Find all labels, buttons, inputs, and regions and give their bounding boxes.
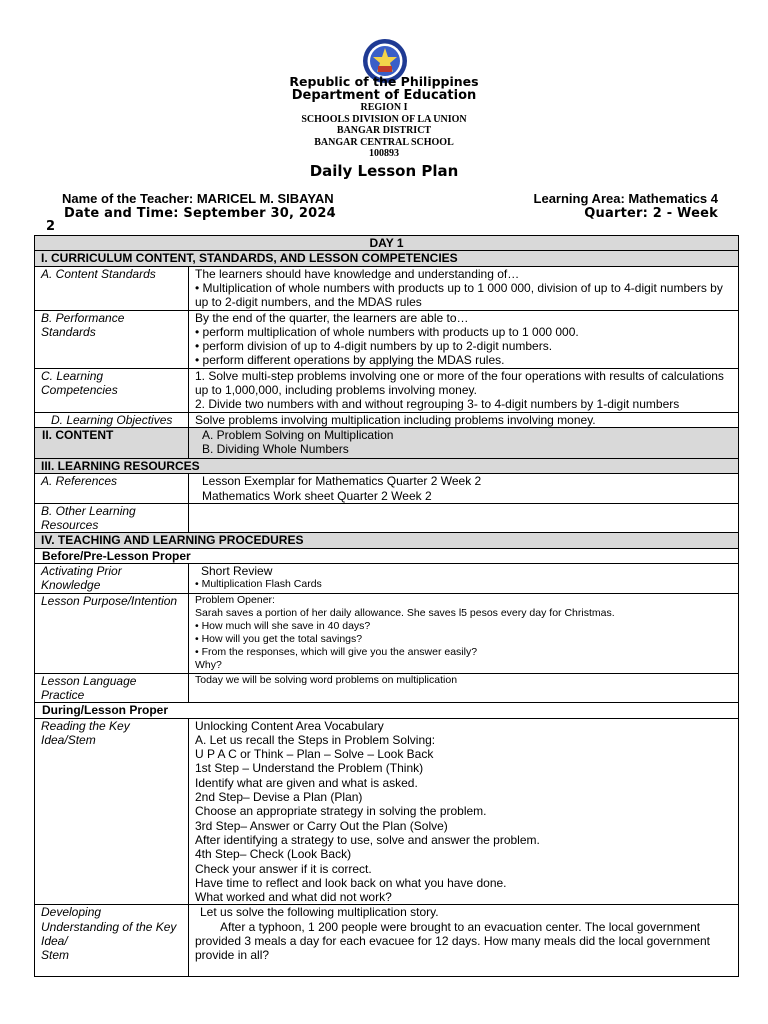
developing-label-line: Developing [41, 905, 102, 920]
content-line: B. Dividing Whole Numbers [202, 442, 349, 457]
learning-competencies-text [189, 368, 739, 412]
developing-understanding-text [189, 905, 739, 977]
table-row [35, 266, 739, 310]
developing-label-line: Understanding of the Key [41, 919, 177, 934]
purpose-line: • How will you get the total savings? [195, 632, 363, 645]
header-district: BANGAR DISTRICT [336, 125, 432, 136]
reference-line: Lesson Exemplar for Mathematics Quarter 2 Week 2 [202, 474, 482, 489]
purpose-line: • From the responses, which will give you the answer easily? [195, 645, 478, 658]
reading-line: Check your answer if it is correct. [195, 861, 372, 876]
learning-area: Learning Area: Mathematics 4 [533, 191, 718, 206]
table-row [35, 503, 739, 533]
learning-objectives-text: Solve problems involving multiplication including problems involving money. [189, 412, 739, 427]
table-row [35, 718, 739, 905]
section-row [35, 458, 739, 473]
table-row [35, 310, 739, 368]
label-references: A. References [35, 474, 189, 504]
label-performance-standards: B. Performance Standards [35, 310, 189, 368]
reading-line: U P A C or Think – Plan – Solve – Look Back [195, 747, 434, 762]
day-heading: DAY 1 [35, 236, 739, 251]
reading-line: 1st Step – Understand the Problem (Think) [195, 761, 424, 776]
page-title: Daily Lesson Plan [309, 162, 459, 180]
reading-line: Choose an appropriate strategy in solving the problem. [195, 804, 487, 819]
reading-key-idea-text [189, 718, 739, 905]
language-practice-text: Today we will be solving word problems on multiplication [189, 673, 739, 703]
table-row [35, 412, 739, 427]
prior-knowledge-text [189, 564, 739, 594]
content-text [189, 427, 739, 458]
label-reading-key-idea: Reading the Key Idea/Stem [35, 718, 189, 905]
table-row [35, 905, 739, 977]
before-lesson-proper: Before/Pre-Lesson Proper [35, 548, 739, 563]
label-learning-competencies: C. Learning Competencies [35, 368, 189, 412]
table-row [35, 593, 739, 673]
label-lesson-purpose: Lesson Purpose/Intention [35, 593, 189, 673]
lesson-purpose-text [189, 593, 739, 673]
label-language-practice: Lesson Language Practice [35, 673, 189, 703]
label-learning-objectives: D. Learning Objectives [35, 412, 189, 427]
header-school-id: 100893 [369, 148, 399, 159]
section-row [35, 251, 739, 266]
prior-knowledge-line: • Multiplication Flash Cards [195, 578, 322, 591]
subheading-row [35, 548, 739, 563]
reading-line: 4th Step– Check (Look Back) [195, 847, 352, 862]
developing-line: Let us solve the following multiplication story. [200, 905, 439, 920]
label-developing-understanding [35, 905, 189, 977]
header-school-block [0, 102, 768, 160]
developing-label-line: Idea/ [41, 933, 68, 948]
developing-label-line: Stem [41, 948, 70, 963]
performance-standards-text [189, 310, 739, 368]
reading-line: Identify what are given and what is asked. [195, 775, 418, 790]
section-row [35, 533, 739, 548]
subheading-row [35, 703, 739, 718]
reading-line: Unlocking Content Area Vocabulary [195, 718, 384, 733]
reference-line: Mathematics Work sheet Quarter 2 Week 2 [202, 488, 432, 503]
content-standards-line: The learners should have knowledge and understanding of… [195, 266, 520, 281]
performance-standards-line: • perform multiplication of whole numbers with products up to 1 000 000. [195, 324, 579, 339]
table-row [35, 673, 739, 703]
purpose-line: Problem Opener: [195, 593, 275, 606]
reading-line: A. Let us recall the Steps in Problem Solving: [195, 732, 436, 747]
header-region: REGION I [360, 102, 408, 113]
references-text [189, 474, 739, 504]
header-school: BANGAR CENTRAL SCHOOL [314, 136, 454, 148]
performance-standards-line: • perform different operations by applying the MDAS rules. [195, 353, 505, 368]
header-division: SCHOOLS DIVISION OF LA UNION [301, 113, 467, 125]
content-line: A. Problem Solving on Multiplication [202, 427, 394, 442]
prior-knowledge-line: Short Review [201, 564, 273, 579]
label-other-resources: B. Other Learning Resources [35, 503, 189, 533]
date-time: Date and Time: September 30, 2024 [64, 206, 336, 221]
table-row [35, 368, 739, 412]
reading-line: 3rd Step– Answer or Carry Out the Plan (Solve) [195, 818, 448, 833]
header-department: Department of Education [291, 88, 477, 103]
content-standards-text [189, 266, 739, 310]
purpose-line: • How much will she save in 40 days? [195, 619, 371, 632]
section-learning-resources: III. LEARNING RESOURCES [35, 458, 739, 473]
week-number: 2 [46, 219, 56, 234]
performance-standards-line: By the end of the quarter, the learners are able to… [195, 310, 469, 325]
reading-line: 2nd Step– Devise a Plan (Plan) [195, 790, 363, 805]
reading-line: Have time to reflect and look back on what you have done. [195, 875, 507, 890]
performance-standards-line: • perform division of up to 4-digit numbers by up to 2-digit numbers. [195, 339, 553, 354]
day-row [35, 236, 739, 251]
label-content: II. CONTENT [35, 427, 189, 458]
table-row [35, 474, 739, 504]
during-lesson-proper: During/Lesson Proper [35, 703, 739, 718]
table-row [35, 564, 739, 594]
content-standards-line: • Multiplication of whole numbers with products up to 1 000 000, division of up to 4-digit numbers by up to 2-digit numbers, and the MDAS rules [195, 280, 723, 310]
teacher-name: Name of the Teacher: MARICEL M. SIBAYAN [62, 191, 334, 206]
header-republic: Republic of the Philippines [289, 74, 479, 89]
reading-line: What worked and what did not work? [195, 890, 392, 905]
section-procedures: IV. TEACHING AND LEARNING PROCEDURES [35, 533, 739, 548]
other-resources-text [189, 503, 739, 533]
lesson-plan-table [34, 235, 739, 977]
label-prior-knowledge: Activating Prior Knowledge [35, 564, 189, 594]
developing-line: After a typhoon, 1 200 people were brought to an evacuation center. The local government provided 3 meals a day for each evacuee for 12 days. How many meals did the local government provide in all? [195, 919, 710, 963]
purpose-line: Sarah saves a portion of her daily allowance. She saves l5 pesos every day for Christmas. [195, 606, 615, 619]
reading-line: After identifying a strategy to use, solve and answer the problem. [195, 832, 540, 847]
content-row [35, 427, 739, 458]
purpose-line: Why? [195, 658, 222, 671]
competency-line: 2. Divide two numbers with and without regrouping 3- to 4-digit numbers by 1-digit numbers [195, 397, 680, 412]
quarter-week: Quarter: 2 - Week [584, 206, 718, 221]
competency-line: 1. Solve multi-step problems involving one or more of the four operations with results of calculations up to 1,000,000, including problems involving money. [195, 368, 724, 398]
label-content-standards: A. Content Standards [35, 266, 189, 310]
section-curriculum: I. CURRICULUM CONTENT, STANDARDS, AND LESSON COMPETENCIES [35, 251, 739, 266]
